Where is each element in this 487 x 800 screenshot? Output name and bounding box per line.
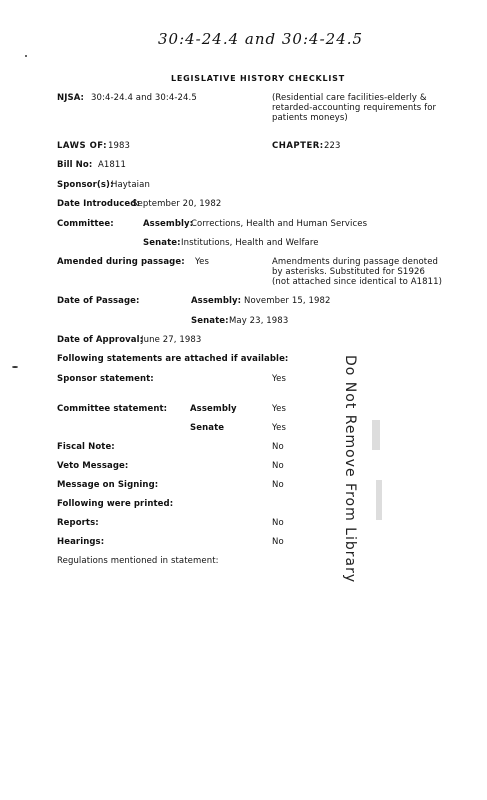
scan-smudge <box>372 420 380 450</box>
hearings-value: No <box>272 537 284 547</box>
chapter-label: CHAPTER: <box>272 141 324 151</box>
njsa-description-line-3: patients moneys) <box>272 113 348 123</box>
regulations-label: Regulations mentioned in statement: <box>57 556 219 566</box>
date-of-passage-label: Date of Passage: <box>57 296 140 306</box>
committee-assembly-label: Assembly: <box>143 219 194 229</box>
njsa-label: NJSA: <box>57 93 85 103</box>
fiscal-note-label: Fiscal Note: <box>57 442 115 452</box>
message-on-signing-value: No <box>272 480 284 490</box>
committee-senate-value: Institutions, Health and Welfare <box>181 238 319 248</box>
library-stamp <box>330 355 370 584</box>
committee-statement-senate-value: Yes <box>272 423 287 433</box>
njsa-value: 30:4-24.4 and 30:4-24.5 <box>91 93 197 103</box>
sponsor-statement-label: Sponsor statement: <box>57 374 154 384</box>
page-title: LEGISLATIVE HISTORY CHECKLIST <box>171 74 345 83</box>
following-printed-heading: Following were printed: <box>57 499 174 509</box>
laws-of-value: 1983 <box>108 141 131 151</box>
passage-assembly-label: Assembly: <box>191 296 242 306</box>
date-introduced-label: Date Introduced: <box>57 199 140 209</box>
date-of-approval-value: June 27, 1983 <box>141 335 202 345</box>
bill-no-value: A1811 <box>98 160 126 170</box>
committee-label: Committee: <box>57 219 114 229</box>
veto-message-label: Veto Message: <box>57 461 129 471</box>
sponsor-value: Haytaian <box>111 180 150 190</box>
fiscal-note-value: No <box>272 442 284 452</box>
scan-speck <box>12 366 18 368</box>
sponsor-label: Sponsor(s): <box>57 180 114 190</box>
amended-value: Yes <box>195 257 210 267</box>
reports-label: Reports: <box>57 518 99 528</box>
committee-statement-senate-label: Senate <box>190 423 225 433</box>
date-of-approval-label: Date of Approval: <box>57 335 144 345</box>
veto-message-value: No <box>272 461 284 471</box>
scan-speck <box>25 55 27 57</box>
njsa-description-line-2: retarded-accounting requirements for <box>272 103 437 113</box>
passage-assembly-value: November 15, 1982 <box>244 296 331 306</box>
message-on-signing-label: Message on Signing: <box>57 480 159 490</box>
laws-of-label: LAWS OF: <box>57 141 108 151</box>
handwritten-header: 30:4-24.4 and 30:4-24.5 <box>158 30 364 48</box>
amended-note-line-1: Amendments during passage denoted <box>272 257 439 267</box>
following-attached-heading: Following statements are attached if available: <box>57 354 289 364</box>
njsa-description-line-1: (Residential care facilities-elderly & <box>272 93 427 103</box>
passage-senate-label: Senate: <box>191 316 229 326</box>
committee-statement-assembly-value: Yes <box>272 404 287 414</box>
amended-label: Amended during passage: <box>57 257 185 267</box>
date-introduced-value: September 20, 1982 <box>132 199 222 209</box>
committee-senate-label: Senate: <box>143 238 181 248</box>
passage-senate-value: May 23, 1983 <box>229 316 289 326</box>
committee-statement-label: Committee statement: <box>57 404 168 414</box>
chapter-value: 223 <box>324 141 341 151</box>
hearings-label: Hearings: <box>57 537 105 547</box>
scan-smudge <box>376 480 382 520</box>
sponsor-statement-value: Yes <box>272 374 287 384</box>
library-stamp-text: Do Not Remove From Library <box>342 355 358 584</box>
amended-note-line-3: (not attached since identical to A1811) <box>272 277 443 287</box>
committee-statement-assembly-label: Assembly <box>190 404 237 414</box>
reports-value: No <box>272 518 284 528</box>
committee-assembly-value: Corrections, Health and Human Services <box>191 219 368 229</box>
amended-note-line-2: by asterisks. Substituted for S1926 <box>272 267 425 277</box>
bill-no-label: Bill No: <box>57 160 93 170</box>
